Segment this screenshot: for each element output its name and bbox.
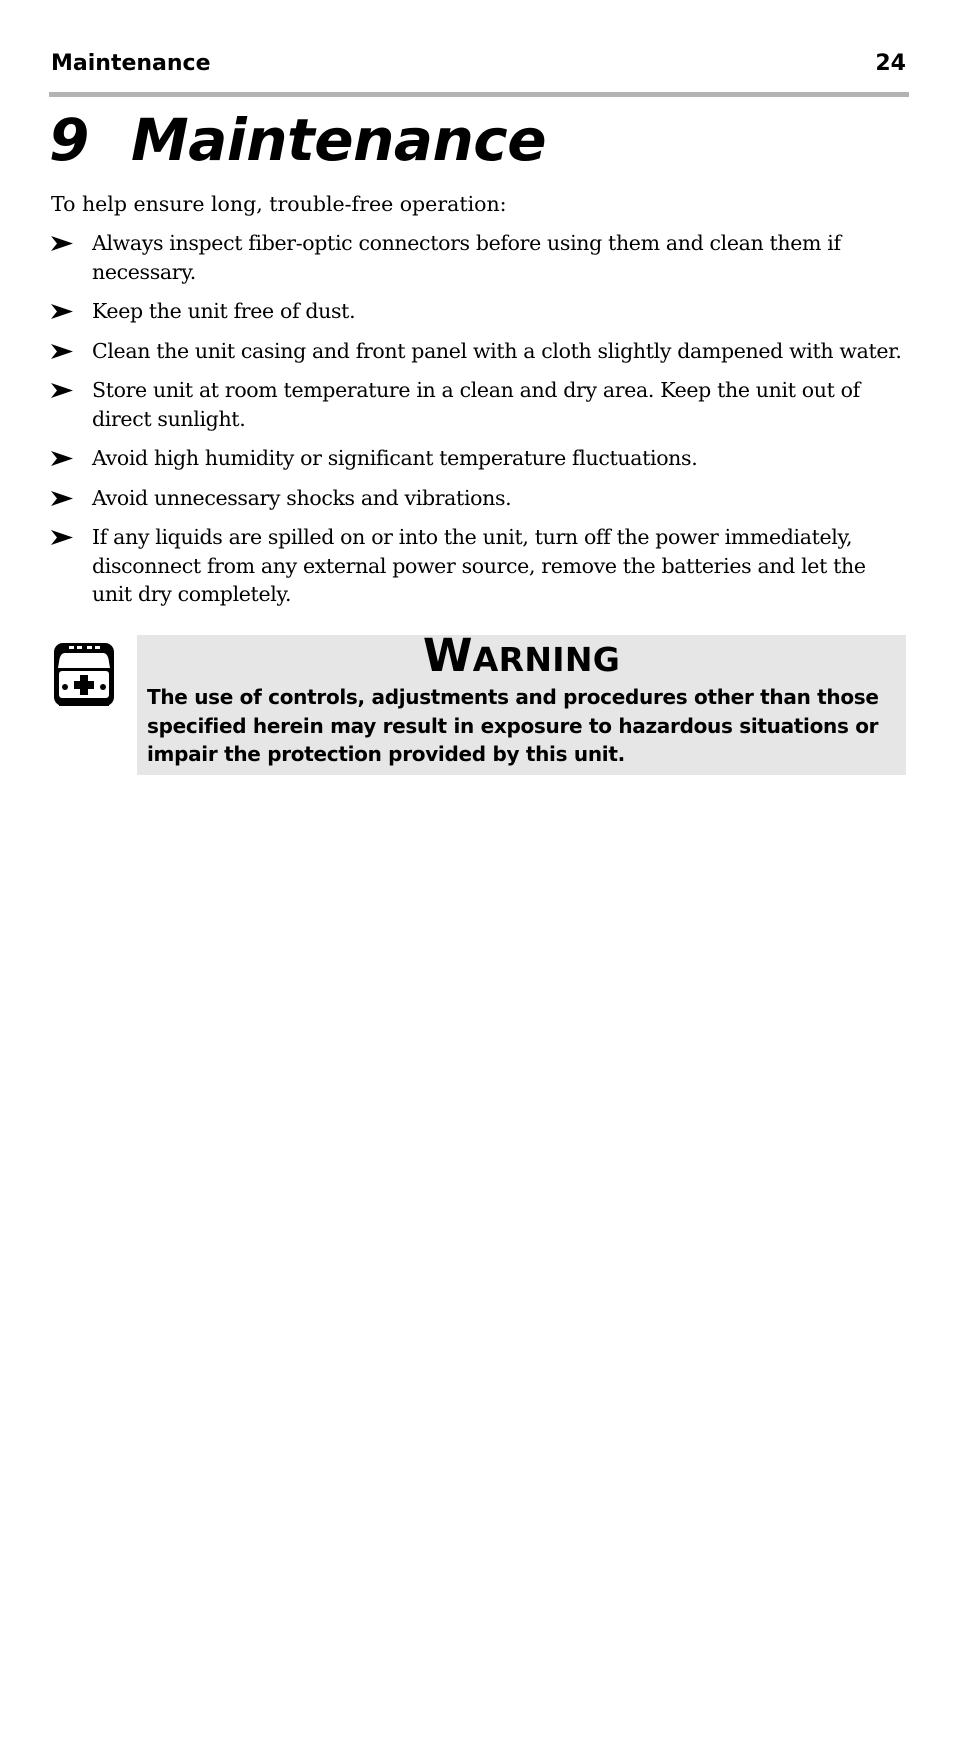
running-header xyxy=(51,42,906,76)
chapter-title xyxy=(49,104,546,176)
list-item xyxy=(51,297,911,326)
warning-title xyxy=(147,629,896,682)
chapter-title-text: Maintenance xyxy=(131,106,547,174)
warning-text: The use of controls, adjustments and procedures other than those specified herein may result in exposure to hazardous situations or impair the protection provided by this unit. xyxy=(147,685,879,766)
warning-title-rest: ARNING xyxy=(472,640,621,679)
header-section-title: Maintenance xyxy=(51,51,211,76)
list-item xyxy=(51,523,911,609)
list-item-text: Avoid high humidity or significant temperature fluctuations. xyxy=(92,446,698,470)
list-item-text: If any liquids are spilled on or into the unit, turn off the power immediately, disconnect from any external power source, remove the batteries and let the unit dry completely. xyxy=(92,525,866,606)
arrow-bullet-icon xyxy=(51,304,73,319)
list-item-text: Store unit at room temperature in a clean and dry area. Keep the unit out of direct sunlight. xyxy=(92,378,860,431)
ambulance-icon xyxy=(53,642,115,707)
arrow-bullet-icon xyxy=(51,530,73,545)
chapter-number: 9 xyxy=(49,106,89,174)
list-item xyxy=(51,444,911,473)
list-item-text: Always inspect fiber-optic connectors before using them and clean them if necessary. xyxy=(92,231,841,284)
list-item xyxy=(51,484,911,513)
list-item-text: Keep the unit free of dust. xyxy=(92,299,356,323)
list-item xyxy=(51,376,911,433)
maintenance-list xyxy=(51,229,911,620)
list-item-text: Avoid unnecessary shocks and vibrations. xyxy=(92,485,512,510)
warning-box xyxy=(137,629,906,775)
intro-paragraph: To help ensure long, trouble-free operation: xyxy=(51,192,507,216)
warning-title-initial: W xyxy=(422,629,473,682)
page-number: 24 xyxy=(875,51,906,76)
arrow-bullet-icon xyxy=(51,491,73,506)
list-item-text: Clean the unit casing and front panel with a cloth slightly dampened with water. xyxy=(92,338,902,363)
arrow-bullet-icon xyxy=(51,383,73,398)
arrow-bullet-icon xyxy=(51,451,73,466)
list-item xyxy=(51,337,911,366)
arrow-bullet-icon xyxy=(51,344,73,359)
arrow-bullet-icon xyxy=(51,236,73,251)
header-rule xyxy=(49,92,909,97)
list-item xyxy=(51,229,911,286)
